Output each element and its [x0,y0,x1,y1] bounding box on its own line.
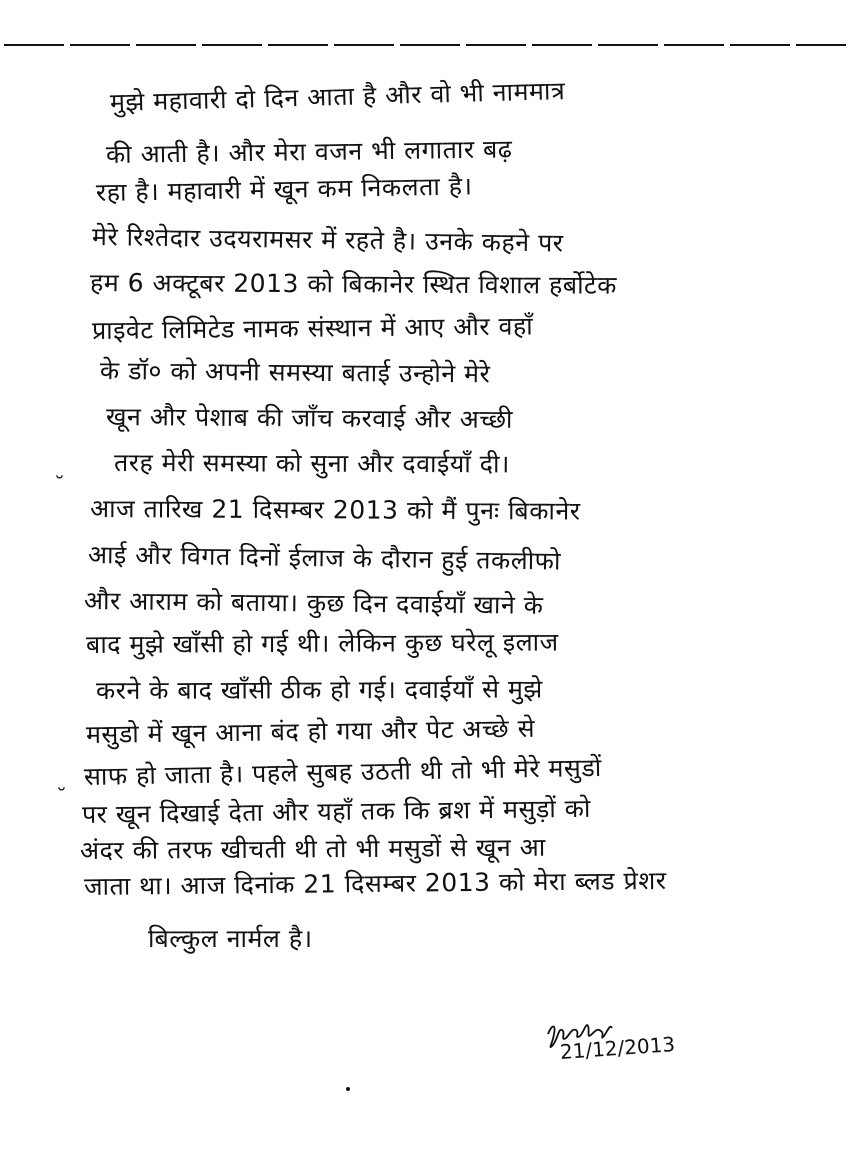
letter-line-5: हम 6 अक्टूबर 2013 को बिकानेर स्थित विशाल हर्बोटेक [89,268,617,300]
letter-line-17: पर खून दिखाई देता और यहाँ तक कि ब्रश में मसुड़ों को [81,793,592,829]
letter-line-19: जाता था। आज दिनांक 21 दिसम्बर 2013 को मेरा ब्लड प्रेशर [83,865,667,901]
letter-line-18: अंदर की तरफ खीचती थी तो भी मसुडों से खून आ [79,832,546,865]
margin-tick-mark: ˘ [54,474,65,499]
letter-line-20: बिल्कुल नार्मल है। [148,924,313,953]
signature-date: 21/12/2013 [559,1031,676,1064]
letter-line-10: आज तारिख 21 दिसम्बर 2013 को मैं पुनः बिकानेर [89,494,581,526]
letter-line-9: तरह मेरी समस्या को सुना और दवाईयाँ दी। [113,448,510,479]
letter-line-15: मसुडो में खून आना बंद हो गया और पेट अच्छे से [85,713,536,749]
letter-line-7: के डॉ० को अपनी समस्या बताई उन्होने मेरे [99,356,491,389]
letter-line-14: करने के बाद खाँसी ठीक हो गई। दवाईयाँ से मुझे [95,674,543,705]
letter-line-13: बाद मुझे खाँसी हो गई थी। लेकिन कुछ घरेलू इलाज [85,627,559,659]
letter-line-8: खून और पेशाब की जाँच करवाई और अच्छी [105,402,514,434]
letter-line-3: रहा है। महावारी में खून कम निकलता है। [95,171,473,207]
letter-line-2: की आती है। और मेरा वजन भी लगातार बढ़ [105,134,513,169]
letter-line-6: प्राइवेट लिमिटेड नामक संस्थान में आए और वहाँ [91,311,534,345]
letter-line-11: आई और विगत दिनों ईलाज के दौरान हुई तकलीफो [87,540,562,576]
letter-line-1: मुझे महावारी दो दिन आता है और वो भी नाममात्र [109,76,566,117]
letter-line-16: साफ हो जाता है। पहले सुबह उठती थी तो भी मेरे मसुडों [83,752,602,791]
letter-line-12: और आराम को बताया। कुछ दिन दवाईयाँ खाने के [83,586,544,620]
letter-line-4: मेरे रिश्तेदार उदयरामसर में रहते है। उनके कहने पर [91,222,564,258]
stray-ink-dot [346,1087,350,1091]
margin-tick-mark: ˘ [56,786,67,811]
